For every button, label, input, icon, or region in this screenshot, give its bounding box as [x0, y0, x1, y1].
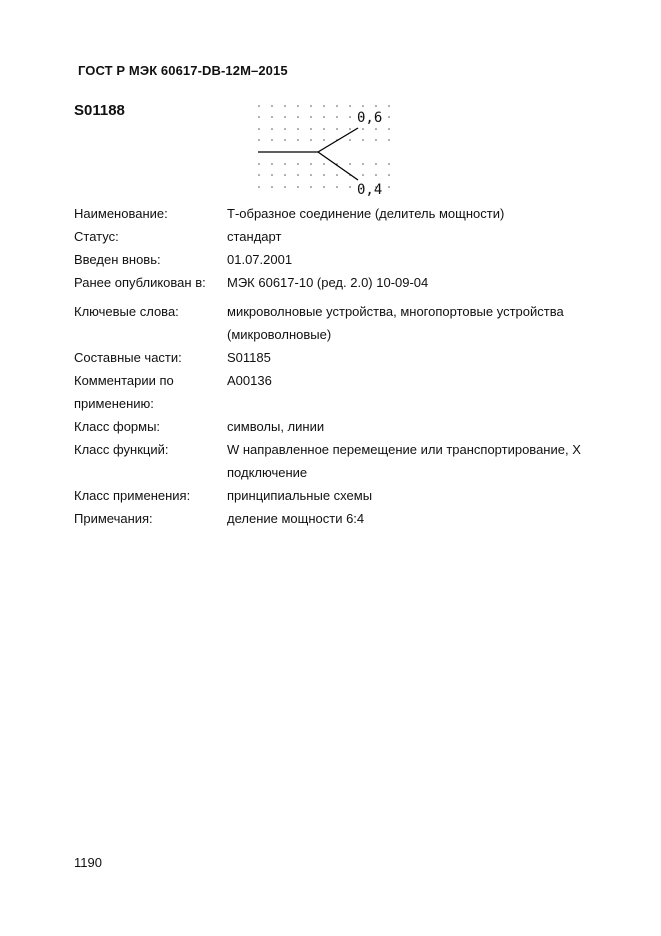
grid-dot	[336, 116, 338, 118]
grid-dot	[323, 174, 325, 176]
grid-dot	[388, 174, 390, 176]
property-value: A00136	[227, 373, 272, 388]
grid-dot	[388, 128, 390, 130]
lower-branch-line	[318, 152, 358, 180]
lower-ratio-label: 0,4	[357, 182, 383, 198]
property-row-keywords	[74, 300, 594, 346]
property-value: микроволновые устройства, многопортовые устройства (микроволновые)	[227, 304, 564, 342]
property-value: Т-образное соединение (делитель мощности)	[227, 206, 505, 221]
grid-dot	[362, 174, 364, 176]
grid-dot	[349, 163, 351, 165]
grid-dot	[388, 139, 390, 141]
grid-dot	[271, 128, 273, 130]
property-row-introduced	[74, 248, 594, 271]
property-row-published	[74, 271, 594, 294]
grid-dot	[258, 128, 260, 130]
grid-dot	[284, 116, 286, 118]
property-value: W направленное перемещение или транспортирование, X подключение	[227, 442, 581, 480]
grid-dot	[258, 186, 260, 188]
grid-dot	[388, 116, 390, 118]
property-key: Статус:	[74, 229, 119, 244]
property-value: деление мощности 6:4	[227, 511, 365, 526]
grid-dot	[336, 174, 338, 176]
grid-dot	[310, 128, 312, 130]
grid-dot	[310, 186, 312, 188]
property-row-comments	[74, 369, 594, 415]
upper-ratio-label: 0,6	[357, 110, 383, 126]
document-header: ГОСТ Р МЭК 60617-DB-12M–2015	[78, 63, 288, 78]
property-row-form-class	[74, 415, 594, 438]
grid-dot	[336, 105, 338, 107]
grid-dot	[271, 163, 273, 165]
grid-dot	[271, 174, 273, 176]
property-row-notes	[74, 507, 594, 530]
page-number: 1190	[74, 855, 102, 870]
grid-dot	[258, 116, 260, 118]
property-value: принципиальные схемы	[227, 488, 373, 503]
property-value: 01.07.2001	[227, 252, 293, 267]
property-row-application-class	[74, 484, 594, 507]
property-value: МЭК 60617-10 (ред. 2.0) 10-09-04	[227, 275, 429, 290]
grid-dot	[271, 116, 273, 118]
grid-dot	[349, 116, 351, 118]
grid-dot	[310, 163, 312, 165]
grid-dot	[271, 139, 273, 141]
grid-dot	[310, 105, 312, 107]
grid-dot	[349, 139, 351, 141]
symbol-code: S01188	[74, 102, 125, 119]
grid-dot	[258, 174, 260, 176]
property-key: Класс применения:	[74, 488, 191, 503]
property-key: Комментарии по применению:	[74, 373, 174, 411]
grid-dot	[297, 116, 299, 118]
grid-dot	[297, 174, 299, 176]
grid-dot	[284, 105, 286, 107]
grid-dot	[297, 139, 299, 141]
property-value: стандарт	[227, 229, 282, 244]
property-value: символы, линии	[227, 419, 325, 434]
grid-dot	[323, 116, 325, 118]
grid-dot	[362, 128, 364, 130]
grid-dot	[375, 174, 377, 176]
grid-dot	[297, 105, 299, 107]
grid-dot	[310, 139, 312, 141]
grid-dot	[349, 186, 351, 188]
grid-dot	[388, 105, 390, 107]
property-key: Класс формы:	[74, 419, 161, 434]
property-key: Наименование:	[74, 206, 168, 221]
property-key: Примечания:	[74, 511, 153, 526]
property-row-components	[74, 346, 594, 369]
grid-dot	[258, 139, 260, 141]
grid-dot	[271, 186, 273, 188]
grid-dot	[310, 116, 312, 118]
grid-dot	[284, 128, 286, 130]
grid-dot	[297, 163, 299, 165]
property-value: S01185	[227, 350, 271, 365]
grid-dot	[258, 105, 260, 107]
grid-dot	[375, 105, 377, 107]
properties-table	[74, 202, 594, 530]
property-key: Ранее опубликован в:	[74, 275, 206, 290]
grid-dot	[323, 163, 325, 165]
grid-dot	[284, 174, 286, 176]
property-row-name	[74, 202, 594, 225]
grid-dot	[271, 105, 273, 107]
grid-dot	[284, 186, 286, 188]
grid-dot	[362, 163, 364, 165]
grid-dot	[375, 128, 377, 130]
property-row-status	[74, 225, 594, 248]
grid-dot	[323, 128, 325, 130]
grid-dot	[336, 186, 338, 188]
grid-dot	[349, 128, 351, 130]
grid-dot	[258, 163, 260, 165]
grid-dot	[284, 163, 286, 165]
grid-dot	[336, 128, 338, 130]
property-row-function-class	[74, 438, 594, 484]
grid-dot	[323, 105, 325, 107]
grid-dot	[284, 139, 286, 141]
grid-dot	[310, 174, 312, 176]
grid-dot	[323, 186, 325, 188]
property-key: Класс функций:	[74, 442, 169, 457]
grid-dot	[297, 128, 299, 130]
grid-dot	[349, 105, 351, 107]
grid-dot	[297, 186, 299, 188]
property-key: Ключевые слова:	[74, 304, 179, 319]
grid-dot	[388, 186, 390, 188]
property-key: Введен вновь:	[74, 252, 161, 267]
grid-dot	[388, 163, 390, 165]
grid-dot	[375, 163, 377, 165]
grid-dot	[323, 139, 325, 141]
property-key: Составные части:	[74, 350, 182, 365]
grid-dot	[362, 139, 364, 141]
grid-dot	[375, 139, 377, 141]
grid-dot	[362, 105, 364, 107]
